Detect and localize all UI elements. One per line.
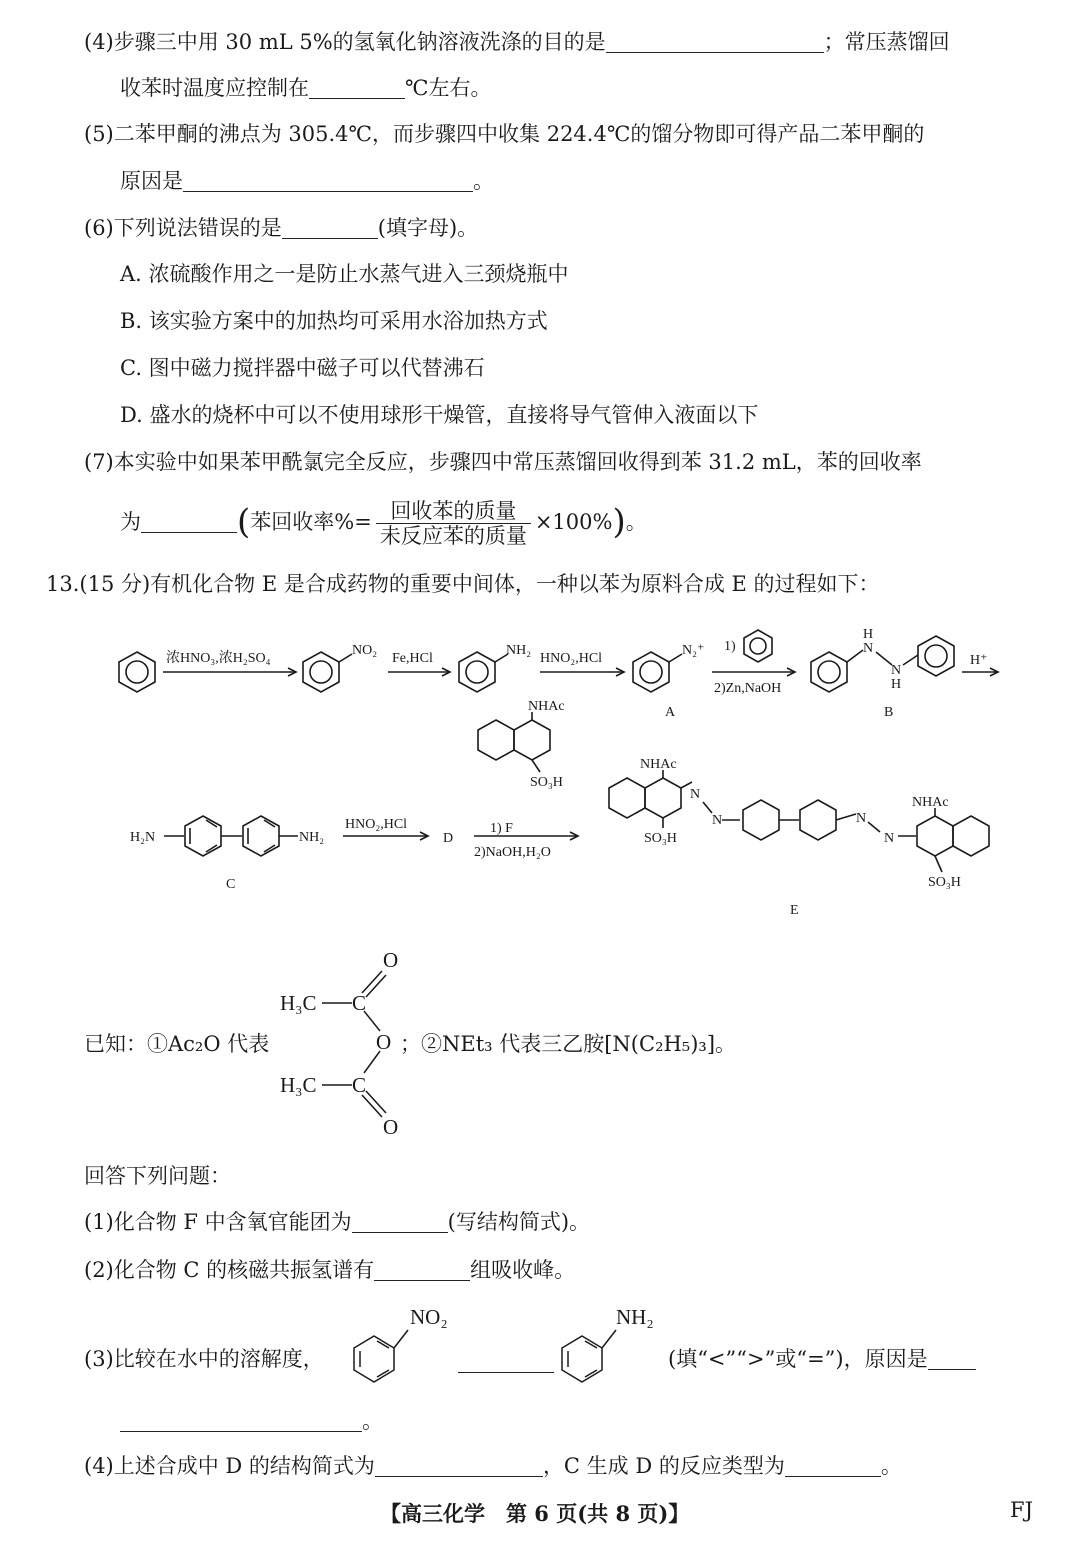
q12-part7-line2: 为 (苯回收率%= $\frac{\text{回收苯的质量}}{\text{未反应苯的质量}}$ ×100%)。 (120, 499, 647, 548)
reagent-label: 2)NaOH,H₂O (474, 845, 551, 860)
q13-intro: 13.(15 分)有机化合物 E 是合成药物的重要中间体，一种以苯为原料合成 E 的过程如下： (46, 572, 880, 596)
group-label: SO₃H (530, 775, 563, 790)
q12-part4-line1: (4)步骤三中用 30 mL 5%的氢氧化钠溶液洗涤的目的是 ；常压蒸馏回 (84, 30, 950, 54)
hydrazobenzene-ring-right (918, 636, 954, 676)
answer-blank[interactable] (141, 512, 237, 533)
answer-blank[interactable] (352, 1212, 448, 1233)
acetic-anhydride-structure (270, 945, 410, 1145)
answer-blank[interactable] (785, 1456, 881, 1477)
q13-part1: (1)化合物 F 中含氧官能团为 (写结构简式)。 (84, 1210, 591, 1234)
hydrazobenzene-ring-left (811, 652, 847, 692)
compound-label: E (790, 903, 799, 918)
compound-label: A (665, 705, 676, 720)
atom-label: C (352, 1073, 367, 1097)
answer-blank[interactable] (282, 218, 378, 239)
reagent-label: HNO₂,HCl (345, 817, 408, 832)
compound-label: C (226, 877, 236, 892)
group-label: NHAc (528, 699, 565, 714)
atom-label: H (891, 677, 902, 692)
group-label: NO₂ (352, 643, 378, 658)
group-label: NH₂ (299, 830, 325, 845)
answer-blank[interactable] (375, 1456, 543, 1477)
page-footer: 【高三化学 第 6 页(共 8 页)】 (380, 1501, 690, 1526)
answer-blank[interactable] (374, 1260, 470, 1281)
reagent-label: 1) (724, 639, 736, 654)
atom-label: O (376, 1030, 392, 1054)
answer-blank[interactable] (458, 1352, 554, 1373)
product-biphenyl-right (800, 800, 836, 840)
atom-label: N (884, 831, 895, 846)
answer-blank[interactable] (606, 32, 824, 53)
synthesis-scheme (0, 610, 1080, 930)
reagent-label: Fe,HCl (392, 651, 433, 666)
group-label: NHAc (640, 757, 677, 772)
group-label: NH₂ (506, 643, 532, 658)
aromatic-circle (126, 661, 148, 683)
diazonium-ring (633, 652, 669, 692)
compound-label: B (884, 705, 894, 720)
group-label: SO₃H (644, 831, 677, 846)
reagent-label: 2)Zn,NaOH (714, 681, 782, 696)
atom-label: N (712, 813, 723, 828)
reagent-label: 1) F (490, 821, 513, 836)
compound-label: D (443, 831, 454, 846)
option-b: B. 该实验方案中的加热均可采用水浴加热方式 (120, 309, 548, 333)
aniline-ring (459, 652, 495, 692)
q13-part2: (2)化合物 C 的核磁共振氢谱有 组吸收峰。 (84, 1258, 576, 1282)
option-a: A. 浓硫酸作用之一是防止水蒸气进入三颈烧瓶中 (120, 262, 569, 286)
atom-label: C (352, 991, 367, 1015)
nitrobenzene-ring (303, 652, 339, 692)
q13-part3-tail: (填“<”“>”或“=”)，原因是 (668, 1345, 976, 1373)
answer-blank[interactable] (120, 1411, 362, 1432)
atom-label: H (863, 627, 874, 642)
group-label: H₂N (130, 830, 156, 845)
amino-label: NH₂ (616, 1305, 654, 1329)
reagent-label: H⁺ (970, 653, 988, 668)
option-c: C. 图中磁力搅拌器中磁子可以代替沸石 (120, 356, 485, 380)
product-naphthalene-right (917, 816, 953, 856)
q13-part3-line2: 。 (120, 1407, 383, 1435)
atom-label: O (383, 948, 399, 972)
option-d: D. 盛水的烧杯中可以不使用球形干燥管，直接将导气管伸入液面以下 (120, 403, 759, 427)
paper-code: FJ (1010, 1498, 1033, 1522)
aniline-structure (548, 1300, 678, 1390)
atom-label: N (856, 811, 867, 826)
benzene-reagent (744, 630, 772, 662)
answer-prompt: 回答下列问题： (84, 1164, 231, 1188)
known-suffix: ；②NEt₃ 代表三乙胺[N(C₂H₅)₃]。 (400, 1032, 737, 1056)
atom-label: N (690, 787, 701, 802)
q12-part5-line1: (5)二苯甲酮的沸点为 305.4℃，而步骤四中收集 224.4℃的馏分物即可得产品二苯甲酮的 (84, 122, 925, 146)
nitro-label: NO₂ (410, 1305, 448, 1329)
atom-label: N (891, 663, 902, 678)
nitrobenzene-structure (340, 1300, 470, 1390)
answer-blank[interactable] (928, 1349, 976, 1370)
q13-part4: (4)上述合成中 D 的结构简式为 ，C 生成 D 的反应类型为 。 (84, 1454, 902, 1478)
atom-label: N (863, 641, 874, 656)
q12-part5-line2: 原因是 。 (120, 169, 494, 193)
q12-part7-line1: (7)本实验中如果苯甲酰氯完全反应，步骤四中常压蒸馏回收得到苯 31.2 mL，苯的回收率 (84, 450, 922, 474)
q12-part6: (6)下列说法错误的是 (填字母)。 (84, 216, 479, 240)
q13-part3-lead: (3)比较在水中的溶解度， (84, 1347, 324, 1371)
methyl-label: H₃C (280, 1073, 317, 1097)
group-label: N₂⁺ (682, 643, 705, 658)
reagent-label: 浓HNO₃,浓H₂SO₄ (166, 651, 271, 666)
product-biphenyl-left (743, 800, 779, 840)
benzene-ring (119, 652, 155, 692)
naphthalene-ring-a (514, 720, 550, 760)
group-label: NHAc (912, 795, 949, 810)
group-label: SO₃H (928, 875, 961, 890)
atom-label: O (383, 1115, 399, 1139)
product-naphthalene-left (645, 778, 681, 818)
answer-blank[interactable] (309, 78, 405, 99)
q12-part4-line2: 收苯时温度应控制在 ℃左右。 (120, 76, 492, 100)
answer-blank[interactable] (183, 171, 473, 192)
known-prefix: 已知：①Ac₂O 代表 (84, 1032, 270, 1056)
reagent-label: HNO₂,HCl (540, 651, 603, 666)
methyl-label: H₃C (280, 991, 317, 1015)
recovery-fraction: $\frac{\text{回收苯的质量}}{\text{未反应苯的质量}}$ (376, 499, 531, 548)
